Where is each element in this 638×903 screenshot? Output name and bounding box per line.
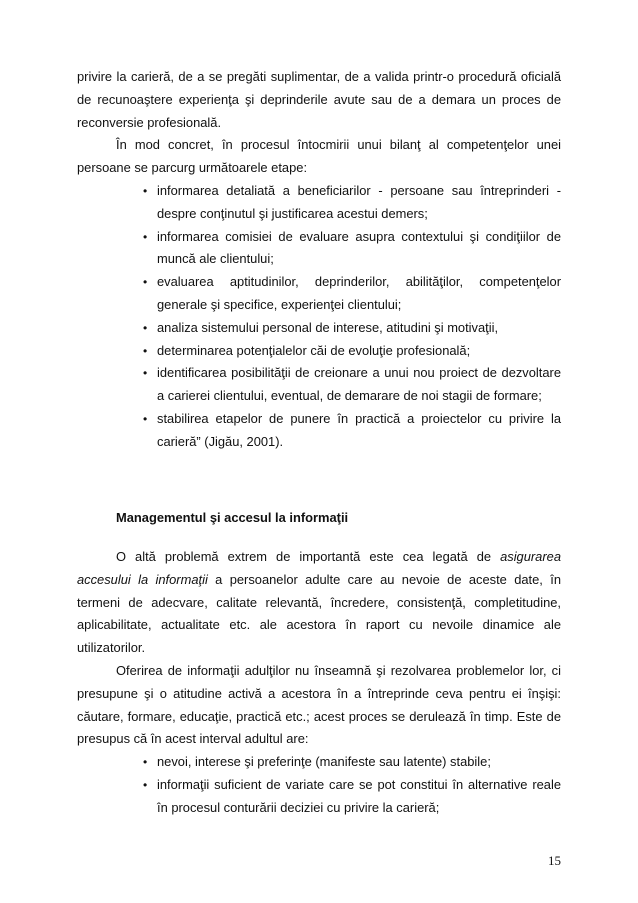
bullet-icon: •: [143, 411, 148, 426]
bullet-icon: •: [143, 183, 148, 198]
bullet-icon: •: [143, 777, 148, 792]
list-item-text: evaluarea aptitudinilor, deprinderilor, abilităţilor, competenţelor generale şi specifice, experienţei clientului;: [157, 274, 561, 312]
paragraph-stages-intro: În mod concret, în procesul întocmirii unui bilanţ al competenţelor unei persoane se parcurg următoarele etape:: [77, 137, 561, 176]
list-item: [77, 226, 561, 272]
paragraph-lead-text: O altă problemă extrem de importantă este cea legată de: [116, 549, 501, 564]
list-item: [77, 180, 561, 226]
paragraph-adult-info: Oferirea de informaţii adulţilor nu înseamnă şi rezolvarea problemelor lor, ci presupune şi o atitudine activă a acestora în a întreprinde ceva pentru ei înşişi: căutare, formare, educaţie, practică etc.; acest proces se derulează în timp. Este de presupus că în acest interval adultul are:: [77, 663, 561, 747]
list-item: [77, 271, 561, 317]
list-item-text: informaţii suficient de variate care se pot constitui în alternative reale în procesul conturării deciziei cu privire la carieră;: [157, 776, 561, 815]
third-paragraph-block: [77, 660, 561, 820]
list-item: [77, 774, 561, 820]
list-item-text: identificarea posibilităţii de creionare a unui nou proiect de dezvoltare a carierei clientului, eventual, de demarare de noi stagii de formare;: [157, 365, 561, 404]
bullet-icon: •: [143, 755, 148, 770]
bullet-icon: •: [143, 229, 148, 244]
adult-needs-list: [77, 751, 561, 819]
list-item: [77, 362, 561, 408]
bullet-icon: •: [143, 320, 148, 335]
list-item: [77, 751, 561, 774]
paragraph-tail-text: a persoanelor adulte care au nevoie de aceste date, în termeni de adecvare, calitate relevantă, încredere, consistenţă, completitudine, aplicabilitate, actualitate etc. ale acestora în raport cu nevoile dinamice ale utilizatorilor.: [77, 571, 562, 656]
list-item-text: stabilirea etapelor de punere în practică a proiectelor cu privire la carieră” (Jigău, 2001).: [157, 410, 561, 449]
list-item-text: nevoi, interese şi preferinţe (manifeste sau latente) stabile;: [157, 754, 491, 770]
paragraph-information-access: [77, 546, 561, 660]
page-number: 15: [548, 853, 561, 868]
list-item-text: analiza sistemului personal de interese, atitudini şi motivaţii,: [157, 319, 499, 335]
emphasis-text: asigurarea accesului la informaţii: [77, 549, 561, 587]
bullet-icon: •: [143, 366, 148, 381]
list-item: [77, 317, 561, 340]
list-item-text: informarea comisiei de evaluare asupra contextului şi condiţiilor de muncă ale clientului;: [157, 228, 561, 267]
list-item: [77, 408, 561, 454]
section-heading: Managementul şi accesul la informaţii: [116, 510, 349, 525]
bullet-icon: •: [143, 275, 148, 290]
list-item: [77, 340, 561, 363]
bullet-icon: •: [143, 343, 148, 358]
stages-list: [77, 180, 561, 454]
section-heading-block: [77, 507, 561, 530]
list-item-text: determinarea potenţialelor căi de evoluţie profesională;: [157, 342, 471, 358]
list-item-text: informarea detaliată a beneficiarilor - persoane sau întreprinderi - despre conţinutul şi justificarea acestui demers;: [157, 182, 561, 221]
top-text-block: [77, 66, 561, 454]
paragraph-continuation: privire la carieră, de a se pregăti suplimentar, de a valida printr-o procedură oficială de recunoaştere experienţa şi deprinderile avute sau de a demara un proces de reconversie profesională.: [77, 69, 561, 130]
section-paragraph-block: [77, 546, 561, 660]
